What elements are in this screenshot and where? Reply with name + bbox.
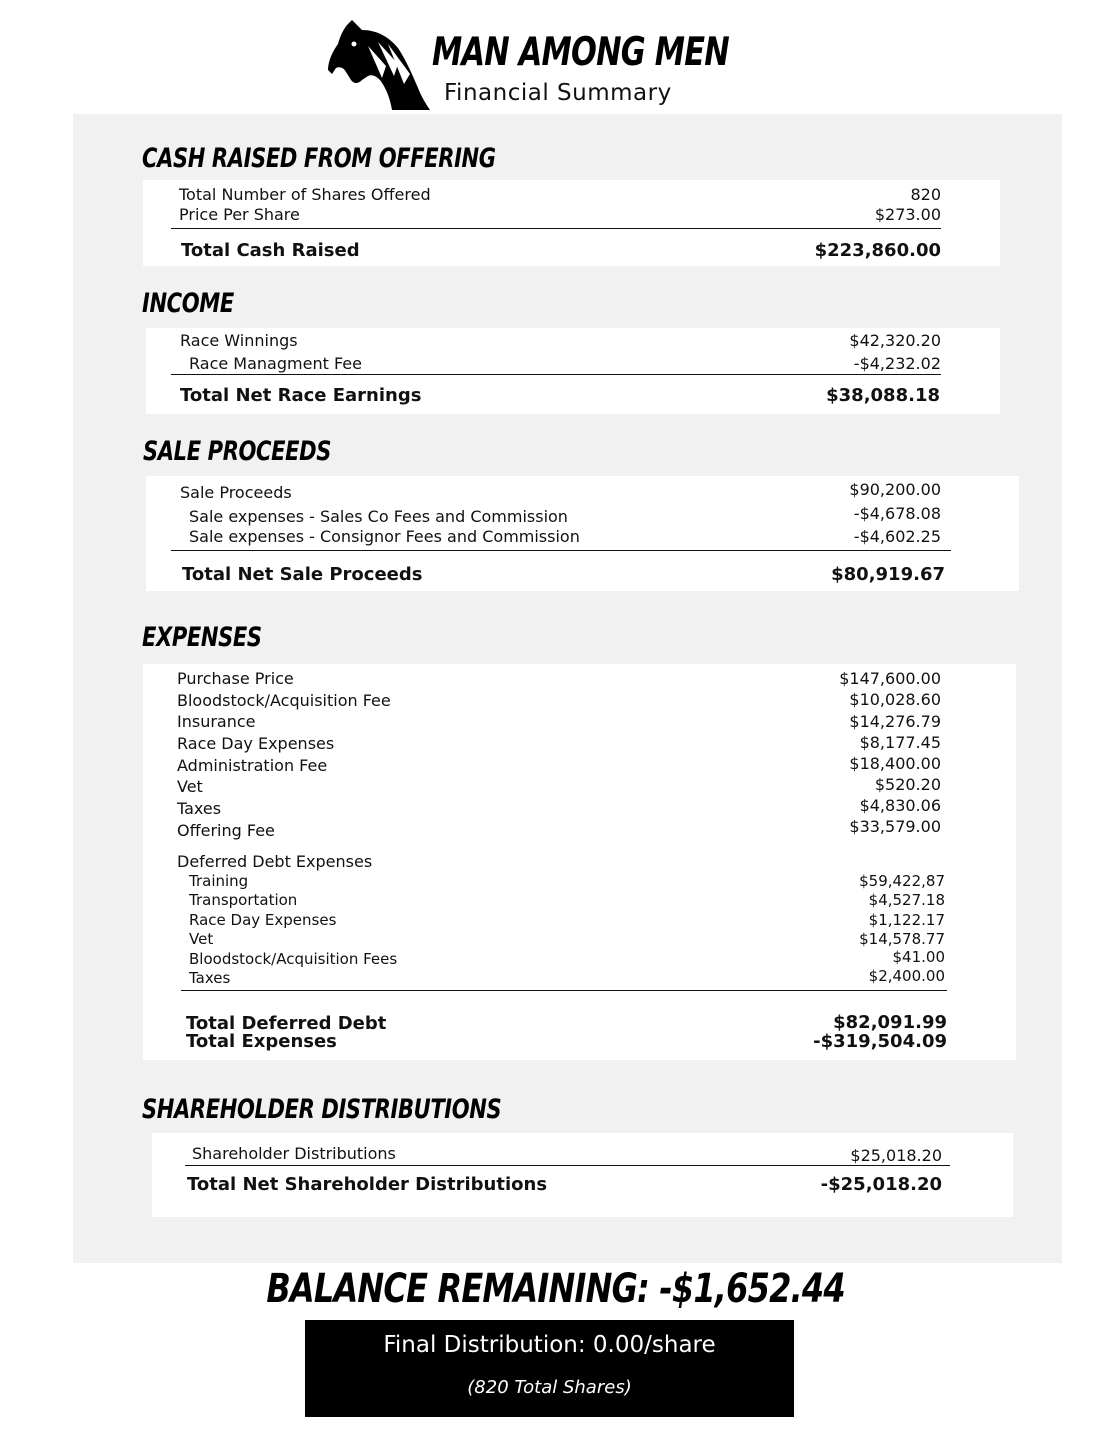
final-distribution-text: Final Distribution: 0.00/share (383, 1332, 716, 1358)
row-value: -$4,602.25 (853, 527, 941, 546)
row-label: Race Winnings (180, 331, 298, 350)
total-row (187, 1174, 942, 1194)
total-value: $38,088.18 (826, 385, 940, 406)
table-row (177, 756, 941, 776)
row-label: Sale expenses - Consignor Fees and Commission (189, 527, 580, 546)
row-label: Bloodstock/Acquisition Fees (189, 950, 398, 968)
total-label: Total Net Race Earnings (180, 385, 422, 406)
total-deferred-row (186, 1013, 947, 1033)
brand-subtitle: Financial Summary (444, 80, 672, 106)
table-row (177, 691, 941, 711)
total-value: $82,091.99 (833, 1012, 947, 1033)
row-label: Race Day Expenses (189, 911, 337, 929)
row-label: Vet (177, 777, 203, 796)
divider (185, 1165, 950, 1166)
row-value: $1,122.17 (868, 911, 945, 929)
section-title-cash-raised: CASH RAISED FROM OFFERING (142, 143, 496, 174)
table-row (177, 777, 941, 797)
table-row (189, 504, 941, 527)
table-row (189, 354, 941, 374)
row-value: $18,400.00 (849, 754, 941, 773)
table-row (189, 969, 945, 989)
table-row (189, 527, 941, 547)
row-value: $59,422,87 (859, 872, 945, 890)
row-value: $10,028.60 (849, 690, 941, 709)
total-label: Total Expenses (186, 1031, 337, 1052)
row-label: Total Number of Shares Offered (179, 185, 431, 204)
row-label: Race Managment Fee (189, 354, 362, 373)
sale-proceeds-box (146, 476, 1019, 591)
total-value: -$25,018.20 (820, 1174, 942, 1195)
table-row (177, 817, 941, 841)
balance-text: BALANCE REMAINING: -$1,652.44 (266, 1266, 846, 1312)
section-title-distributions: SHAREHOLDER DISTRIBUTIONS (142, 1094, 502, 1125)
divider (171, 228, 941, 229)
row-value: $25,018.20 (850, 1146, 942, 1165)
total-row (180, 385, 940, 405)
total-label: Total Net Shareholder Distributions (187, 1174, 548, 1195)
row-value: $2,400.00 (868, 967, 945, 985)
row-value: 820 (910, 185, 941, 204)
row-value: $90,200.00 (849, 480, 941, 499)
table-row (180, 480, 941, 503)
section-title-sale-proceeds: SALE PROCEEDS (143, 436, 331, 467)
subheading-label: Deferred Debt Expenses (177, 852, 373, 871)
total-label: Total Cash Raised (181, 240, 360, 261)
row-value: $14,276.79 (849, 712, 941, 731)
row-value: -$4,232.02 (853, 354, 941, 373)
expenses-box (143, 664, 1016, 1060)
row-value: -$4,678.08 (853, 504, 941, 523)
row-label: Insurance (177, 712, 256, 731)
row-label: Taxes (189, 969, 231, 987)
table-row (189, 911, 945, 931)
row-value: $8,177.45 (859, 733, 941, 752)
section-title-income: INCOME (142, 288, 234, 319)
table-row (189, 950, 945, 970)
total-value: -$319,504.09 (813, 1031, 947, 1052)
divider (171, 374, 941, 375)
total-row (182, 564, 945, 584)
table-row (179, 205, 941, 225)
table-row (192, 1144, 942, 1164)
balance-remaining (0, 1266, 1112, 1312)
table-row (179, 185, 941, 205)
row-value: $4,527.18 (868, 891, 945, 909)
row-value: $33,579.00 (849, 817, 941, 836)
distributions-box (152, 1133, 1013, 1217)
table-row (189, 930, 945, 950)
row-label: Training (189, 872, 249, 890)
row-label: Purchase Price (177, 669, 294, 688)
row-label: Taxes (177, 799, 222, 818)
row-label: Shareholder Distributions (192, 1144, 396, 1163)
row-label: Race Day Expenses (177, 734, 335, 753)
divider (181, 990, 947, 991)
income-box (146, 328, 1000, 414)
final-distribution-box (305, 1320, 794, 1417)
total-label: Total Net Sale Proceeds (182, 564, 423, 585)
row-value: $273.00 (874, 205, 941, 224)
table-row (177, 712, 941, 732)
total-row (181, 240, 941, 260)
row-label: Administration Fee (177, 756, 328, 775)
row-label: Bloodstock/Acquisition Fee (177, 691, 391, 710)
row-label: Transportation (189, 891, 298, 909)
table-row (189, 872, 945, 892)
row-label: Sale expenses - Sales Co Fees and Commission (189, 507, 568, 526)
row-value: $14,578.77 (859, 930, 945, 948)
document-header (326, 18, 746, 114)
row-label: Vet (189, 930, 214, 948)
row-value: $42,320.20 (849, 331, 941, 350)
total-shares-note: (820 Total Shares) (467, 1377, 632, 1398)
row-value: $520.20 (874, 775, 941, 794)
row-value: $147,600.00 (839, 669, 941, 688)
brand-title: MAN AMONG MEN (432, 30, 729, 75)
table-row (177, 669, 941, 689)
row-label: Sale Proceeds (180, 483, 292, 502)
total-expenses-row (186, 1031, 947, 1051)
total-value: $80,919.67 (831, 564, 945, 585)
cash-raised-box (143, 180, 1000, 266)
deferred-debt-heading (177, 852, 577, 872)
table-row (177, 796, 941, 819)
section-title-expenses: EXPENSES (142, 622, 262, 653)
total-value: $223,860.00 (814, 240, 941, 261)
table-row (189, 891, 945, 911)
total-label: Total Deferred Debt (186, 1013, 387, 1034)
row-label: Price Per Share (179, 205, 300, 224)
row-value: $4,830.06 (859, 796, 941, 815)
table-row (180, 331, 941, 351)
table-row (177, 734, 941, 754)
row-label: Offering Fee (177, 821, 275, 840)
horse-head-icon (326, 18, 430, 110)
divider (171, 550, 951, 551)
row-value: $41.00 (892, 948, 945, 966)
